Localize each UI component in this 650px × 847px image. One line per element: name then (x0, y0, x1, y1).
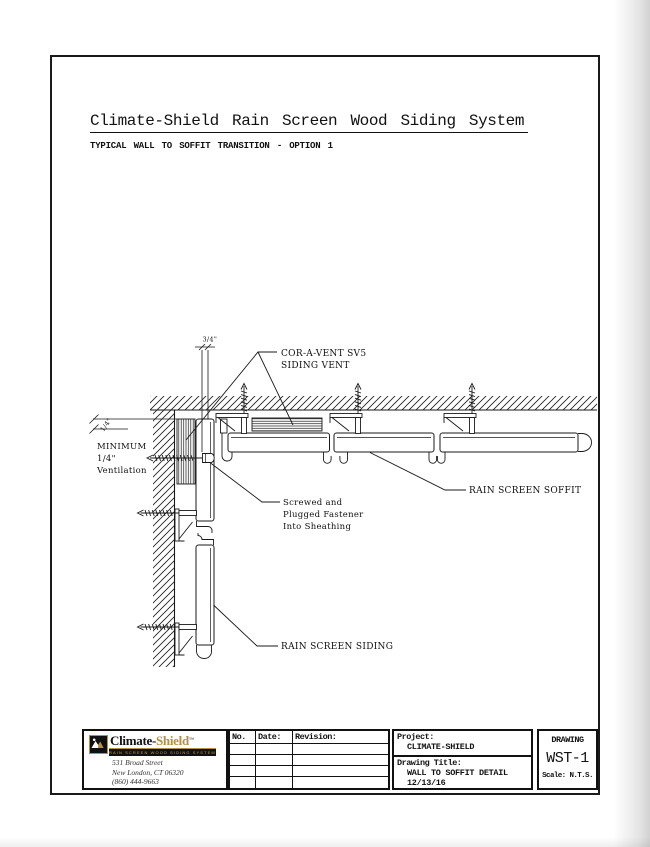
vertical-siding-vent (177, 419, 195, 484)
revision-cell (256, 766, 293, 777)
drawing-title: WALL TO SOFFIT DETAIL (407, 768, 508, 778)
revision-cell (230, 766, 256, 777)
vent-callout: COR-A-VENT SV5 (281, 349, 367, 359)
company-address: 531 Broad Street New London, CT 06320 (860) 444-9663 (112, 758, 184, 786)
revision-cell (230, 755, 256, 766)
revision-cell (256, 755, 293, 766)
sheet-number: WST-1 (546, 750, 589, 767)
revision-col-no: No. (230, 731, 256, 744)
scale-note: Scale: N.T.S. (542, 772, 593, 780)
logo-address-block (82, 729, 228, 790)
soffit-siding-vent (252, 418, 322, 431)
revision-col-date: Date: (256, 731, 293, 744)
svg-text:SIDING VENT: SIDING VENT (281, 361, 350, 371)
wall-clips (175, 509, 197, 655)
dim-top-label: 3/4" (202, 335, 218, 344)
dim-side-label: 1/4" (98, 416, 114, 434)
ceiling-substrate-hatch (150, 396, 597, 410)
revision-cell (293, 766, 388, 777)
revision-cell (293, 744, 388, 755)
revision-cell (256, 744, 293, 755)
project-block (392, 729, 533, 790)
drawing-title-label: Drawing Title: (397, 758, 462, 768)
revision-table (228, 729, 390, 790)
soffit-callout: RAIN SCREEN SOFFIT (469, 486, 582, 496)
scan-shadow-right (614, 0, 650, 847)
revision-cell (293, 777, 388, 788)
min-ventilation-note: MINIMUM (97, 442, 147, 452)
revision-cell (230, 777, 256, 788)
revision-cell (256, 777, 293, 788)
page-subtitle: TYPICAL WALL TO SOFFIT TRANSITION - OPTION 1 (90, 141, 333, 151)
svg-text:1/4": 1/4" (97, 454, 116, 464)
revision-cell (293, 755, 388, 766)
logo (89, 735, 216, 756)
brand-tagline: RAIN SCREEN WOOD SIDING SYSTEM (109, 750, 216, 755)
sheet-number-block (537, 729, 598, 790)
revision-cell (230, 744, 256, 755)
drawing-date: 12/13/16 (407, 778, 446, 788)
brand-wordmark: Climate-Shield™ (109, 735, 216, 749)
svg-text:Ventilation: Ventilation (97, 466, 147, 476)
linework (90, 344, 598, 667)
project-label: Project: (397, 732, 434, 742)
revision-col-revision: Revision: (293, 731, 388, 744)
climate-shield-logo-icon (89, 735, 108, 754)
siding-callout: RAIN SCREEN SIDING (281, 642, 394, 652)
svg-text:Plugged Fastener: Plugged Fastener (283, 510, 364, 520)
page-title: Climate-Shield Rain Screen Wood Siding System (90, 110, 528, 133)
scan-shadow-bottom (0, 837, 650, 847)
svg-text:Into Sheathing: Into Sheathing (283, 522, 352, 532)
project-name: CLIMATE-SHIELD (407, 742, 475, 752)
fastener-callout: Screwed and (283, 498, 343, 508)
drawing-label: DRAWING (551, 735, 584, 745)
